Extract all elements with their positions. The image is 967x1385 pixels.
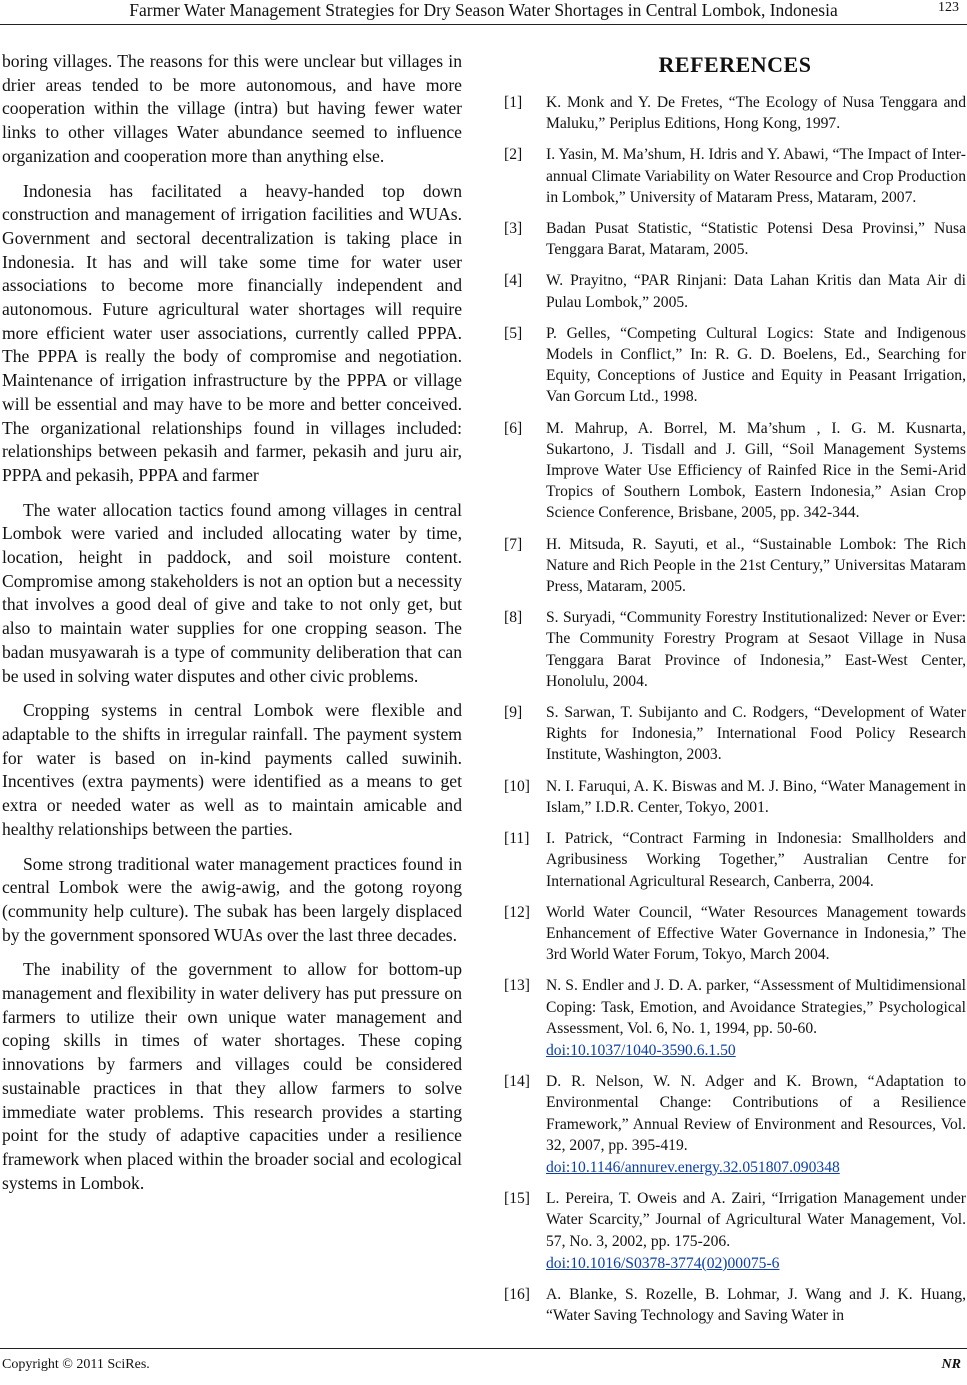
reference-text: I. Patrick, “Contract Farming in Indonesia: Smallholders and Agribusiness Working Together,” Australian Centre for International Agricultural Research, Canberra, 2004. — [546, 830, 966, 890]
reference-number: [5] — [504, 324, 523, 342]
reference-item — [504, 902, 966, 966]
reference-text: D. R. Nelson, W. N. Adger and K. Brown, “Adaptation to Environmental Change: Contributions of a Resilience Framework,” Annual Review of Environment and Resources, Vol. 32, 2007, pp. 395-419. — [546, 1073, 966, 1154]
reference-number: [11] — [504, 830, 530, 848]
reference-text: K. Monk and Y. De Fretes, “The Ecology of Nusa Tenggara and Maluku,” Periplus Editions, Hong Kong, 1997. — [546, 94, 966, 133]
journal-abbreviation: NR — [941, 1357, 961, 1372]
reference-text: Badan Pusat Statistic, “Statistic Potensi Desa Provinsi,” Nusa Tenggara Barat, Mataram, 2005. — [546, 220, 966, 259]
body-paragraph: boring villages. The reasons for this were unclear but villages in drier areas tended to be more autonomous, and have more cooperation within the village (intra) but having fewer water links to other villages Water abundance seemed to influence organization and cooperation more than anything else. — [2, 51, 462, 166]
body-paragraph: Cropping systems in central Lombok were flexible and adaptable to the shifts in irregular rainfall. The payment system for water is based on in-kind payments called suwinih. Incentives (extra payments) were identified as a means to get extra or needed water as well as to maintain amicable and healthy relationships between the parties. — [2, 700, 462, 839]
reference-text: N. I. Faruqui, A. K. Biswas and M. J. Bino, “Water Management in Islam,” I.D.R. Center, Tokyo, 2001. — [546, 777, 966, 816]
reference-number: [8] — [504, 609, 523, 627]
reference-item — [504, 1071, 966, 1178]
reference-item — [504, 828, 966, 892]
reference-item — [504, 218, 966, 260]
running-title: Farmer Water Management Strategies for Dry Season Water Shortages in Central Lombok, Indonesia — [129, 0, 838, 20]
body-paragraph: The inability of the government to allow for bottom-up management and flexibility in water delivery has put pressure on farmers to utilize their own unique water management and coping skills in times of water shortages. These coping innovations by farmers and villages could be considered sustainable practices in that they allow farmers to solve immediate water problems. This research provides a starting point for the study of adaptive capacities under a resilience framework when placed within the broader social and ecological systems in Lombok. — [2, 959, 462, 1193]
reference-text: P. Gelles, “Competing Cultural Logics: State and Indigenous Models in Conflict,” In: R. G. D. Boelens, Ed., Searching for Equity, Conceptions of Justice and Equity in Peasant Irrigation, Van Gorcum Ltd., 1998. — [546, 324, 966, 406]
reference-number: [6] — [504, 419, 523, 437]
reference-list — [504, 92, 966, 1326]
right-column — [504, 50, 966, 1336]
reference-item — [504, 534, 966, 598]
reference-text: N. S. Endler and J. D. A. parker, “Assessment of Multidimensional Coping: Task, Emotion, and Avoidance Strategies,” Psychological Assessment, Vol. 6, No. 1, 1994, pp. 50-60. — [546, 977, 966, 1037]
reference-number: [4] — [504, 272, 523, 290]
reference-number: [14] — [504, 1073, 530, 1091]
doi-link[interactable]: doi:10.1037/1040-3590.6.1.50 — [546, 1041, 736, 1059]
copyright-notice: Copyright © 2011 SciRes. — [2, 1357, 150, 1372]
footer-rule — [0, 1348, 967, 1349]
doi-link[interactable]: doi:10.1146/annurev.energy.32.051807.090348 — [546, 1158, 840, 1176]
reference-text: H. Mitsuda, R. Sayuti, et al., “Sustainable Lombok: The Rich Nature and Rich People in the 21st Century,” Universitas Mataram Press, Mataram, 2005. — [546, 535, 966, 596]
body-paragraph: Indonesia has facilitated a heavy-handed top down construction and management of irrigation facilities and WUAs. Government and sectoral decentralization is taking place in Indonesia. It has and will take some time for water user associations to become more financially independent and autonomous. Future agricultural water shortages will require more efficient water user associations, currently called PPPA. The PPPA is really the body of compromise and negotiation. Maintenance of irrigation infrastructure by the PPPA or village will be essential and may have to be more and better conceived. The organizational relationships found in villages included: relationships between pekasih and farmer, pekasih and juru air, PPPA and pekasih, PPPA and farmer — [2, 180, 462, 485]
reference-number: [3] — [504, 220, 523, 238]
reference-item — [504, 1284, 966, 1326]
body-paragraph: Some strong traditional water management practices found in central Lombok were the awig-awig, and the gotong royong (community help culture). The subak has been largely displaced by the government sponsored WUAs over the last three decades. — [2, 853, 462, 945]
reference-item — [504, 270, 966, 312]
reference-text: S. Suryadi, “Community Forestry Institutionalized: Never or Ever: The Community Forestry Program at Sesaot Village in Nusa Tenggara Barat Province of Indonesia,” East-West Center, Honolulu, 2004. — [546, 609, 966, 690]
references-heading: REFERENCES — [658, 52, 812, 77]
reference-number: [2] — [504, 146, 523, 164]
left-column — [2, 50, 462, 1206]
reference-number: [16] — [504, 1285, 530, 1303]
reference-item — [504, 418, 966, 524]
body-paragraph: The water allocation tactics found among villages in central Lombok were varied and included allocating water by time, location, height in paddock, and soil moisture content. Compromise among stakeholders is not an option but a necessity that involves a good deal of give and take to not only get, but also to maintain water supplies for one cropping season. The badan musyawarah is a type of community deliberation that can be used in solving water disputes and other civic problems. — [2, 499, 462, 686]
reference-number: [7] — [504, 535, 523, 553]
reference-number: [9] — [504, 704, 523, 722]
reference-text: A. Blanke, S. Rozelle, B. Lohmar, J. Wang and J. K. Huang, “Water Saving Technology and Saving Water in — [546, 1285, 966, 1325]
reference-item — [504, 702, 966, 766]
reference-number: [10] — [504, 777, 530, 795]
doi-link[interactable]: doi:10.1016/S0378-3774(02)00075-6 — [546, 1254, 780, 1272]
reference-text: L. Pereira, T. Oweis and A. Zairi, “Irrigation Management under Water Scarcity,” Journal of Agricultural Water Management, Vol. 57, No. 3, 2002, pp. 175-206. — [546, 1190, 966, 1250]
reference-item — [504, 92, 966, 134]
page-number: 123 — [938, 0, 959, 15]
reference-number: [1] — [504, 94, 523, 111]
reference-number: [13] — [504, 977, 530, 995]
reference-item — [504, 1188, 966, 1274]
reference-text: M. Mahrup, A. Borrel, M. Ma’shum , I. G. M. Kusnarta, Sukartono, J. Tisdall and J. Gill, “Soil Management Systems Improve Water Use Efficiency of Rainfed Rice in the Semi-Arid Tropics of Southern Lombok, Eastern Indonesia,” Asian Crop Science Conference, Brisbane, 2005, pp. 342-344. — [546, 419, 966, 522]
reference-text: World Water Council, “Water Resources Management towards Enhancement of Effective Water Governance in Indonesia,” The 3rd World Water Forum, Tokyo, March 2004. — [546, 903, 966, 964]
header-rule — [0, 24, 967, 25]
reference-text: I. Yasin, M. Ma’shum, H. Idris and Y. Abawi, “The Impact of Inter-annual Climate Variability on Water Resource and Crop Production in Lombok,” University of Mataram Press, Mataram, 2007. — [546, 146, 966, 206]
running-header — [0, 0, 967, 30]
reference-item — [504, 776, 966, 818]
reference-number: [15] — [504, 1190, 530, 1208]
reference-item — [504, 975, 966, 1061]
reference-text: S. Sarwan, T. Subijanto and C. Rodgers, “Development of Water Rights for Indonesia,” International Food Policy Research Institute, Washington, 2003. — [546, 704, 966, 764]
reference-number: [12] — [504, 903, 530, 921]
reference-text: W. Prayitno, “PAR Rinjani: Data Lahan Kritis dan Mata Air di Pulau Lombok,” 2005. — [546, 272, 966, 311]
reference-item — [504, 323, 966, 408]
reference-item — [504, 144, 966, 208]
reference-item — [504, 607, 966, 692]
